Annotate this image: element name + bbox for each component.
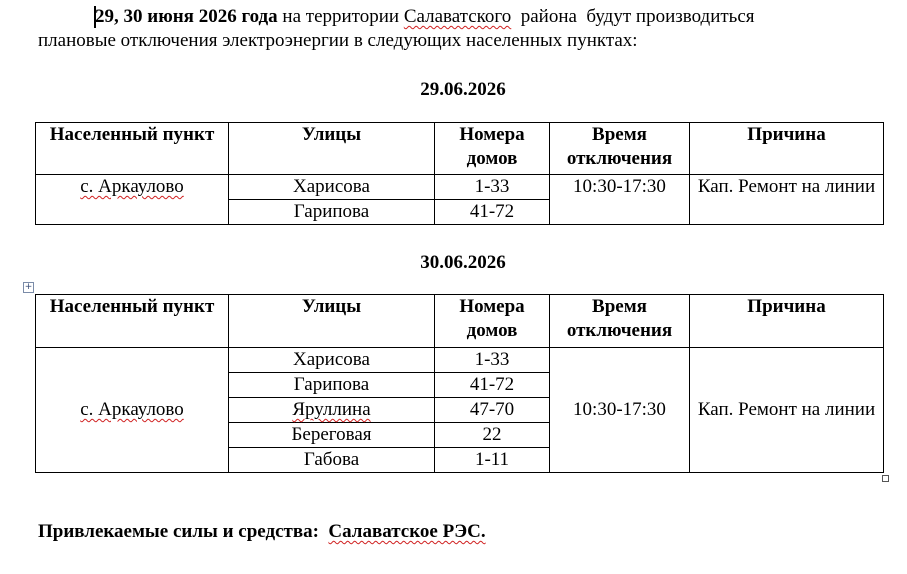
header-streets: Улицы (229, 123, 435, 175)
table1-reason-cell: Кап. Ремонт на линии (690, 175, 884, 225)
street-cell: Береговая (229, 423, 435, 448)
outage-table-1 (35, 122, 884, 225)
street-cell: Габова (229, 448, 435, 473)
intro-paragraph (38, 5, 888, 53)
header-time: Время отключения (550, 123, 690, 175)
intro-line-1 (38, 5, 888, 29)
street-cell: Харисова (229, 175, 435, 200)
street-cell: Гарипова (229, 200, 435, 225)
table1-locality-cell (36, 175, 229, 225)
header-houses: Номера домов (435, 123, 550, 175)
table1-time-cell: 10:30-17:30 (550, 175, 690, 225)
table2-reason-cell: Кап. Ремонт на линии (690, 348, 884, 473)
intro-text-a: на территории (277, 6, 404, 27)
houses-cell: 1-33 (435, 348, 550, 373)
street-cell: Харисова (229, 348, 435, 373)
table-resize-handle[interactable] (882, 475, 889, 482)
locality-name: с. Аркаулово (80, 399, 184, 420)
header-reason: Причина (690, 295, 884, 348)
header-streets: Улицы (229, 295, 435, 348)
houses-cell: 22 (435, 423, 550, 448)
houses-cell: 1-33 (435, 175, 550, 200)
intro-text-b: района будут производиться (511, 6, 755, 27)
street-cell: Гарипова (229, 373, 435, 398)
header-houses: Номера домов (435, 295, 550, 348)
table2-locality-cell (36, 348, 229, 473)
table1-date: 29.06.2026 (420, 79, 506, 100)
header-locality: Населенный пункт (36, 123, 229, 175)
table-row (36, 175, 884, 200)
table-row (36, 348, 884, 373)
table1-header-row (36, 123, 884, 175)
header-reason: Причина (690, 123, 884, 175)
footer-label: Привлекаемые силы и средства: (38, 521, 319, 542)
intro-district: Салаватского (403, 6, 512, 27)
houses-cell: 47-70 (435, 398, 550, 423)
table2-time-cell: 10:30-17:30 (550, 348, 690, 473)
header-time: Время отключения (550, 295, 690, 348)
table2-header-row (36, 295, 884, 348)
intro-date: 29, 30 июня 2026 года (95, 6, 278, 27)
intro-line-2: плановые отключения электроэнергии в следующих населенных пунктах: (38, 30, 638, 51)
street-name: Яруллина (292, 399, 371, 420)
header-locality: Населенный пункт (36, 295, 229, 348)
houses-cell: 41-72 (435, 200, 550, 225)
text-cursor (94, 6, 96, 28)
outage-table-2 (35, 294, 884, 473)
street-cell (229, 398, 435, 423)
footer-line (38, 520, 486, 544)
houses-cell: 1-11 (435, 448, 550, 473)
houses-cell: 41-72 (435, 373, 550, 398)
footer-value: Салаватское РЭС. (328, 521, 486, 542)
locality-name: с. Аркаулово (80, 176, 184, 197)
table-move-handle-icon[interactable]: + (24, 282, 33, 292)
table2-date: 30.06.2026 (420, 252, 506, 273)
